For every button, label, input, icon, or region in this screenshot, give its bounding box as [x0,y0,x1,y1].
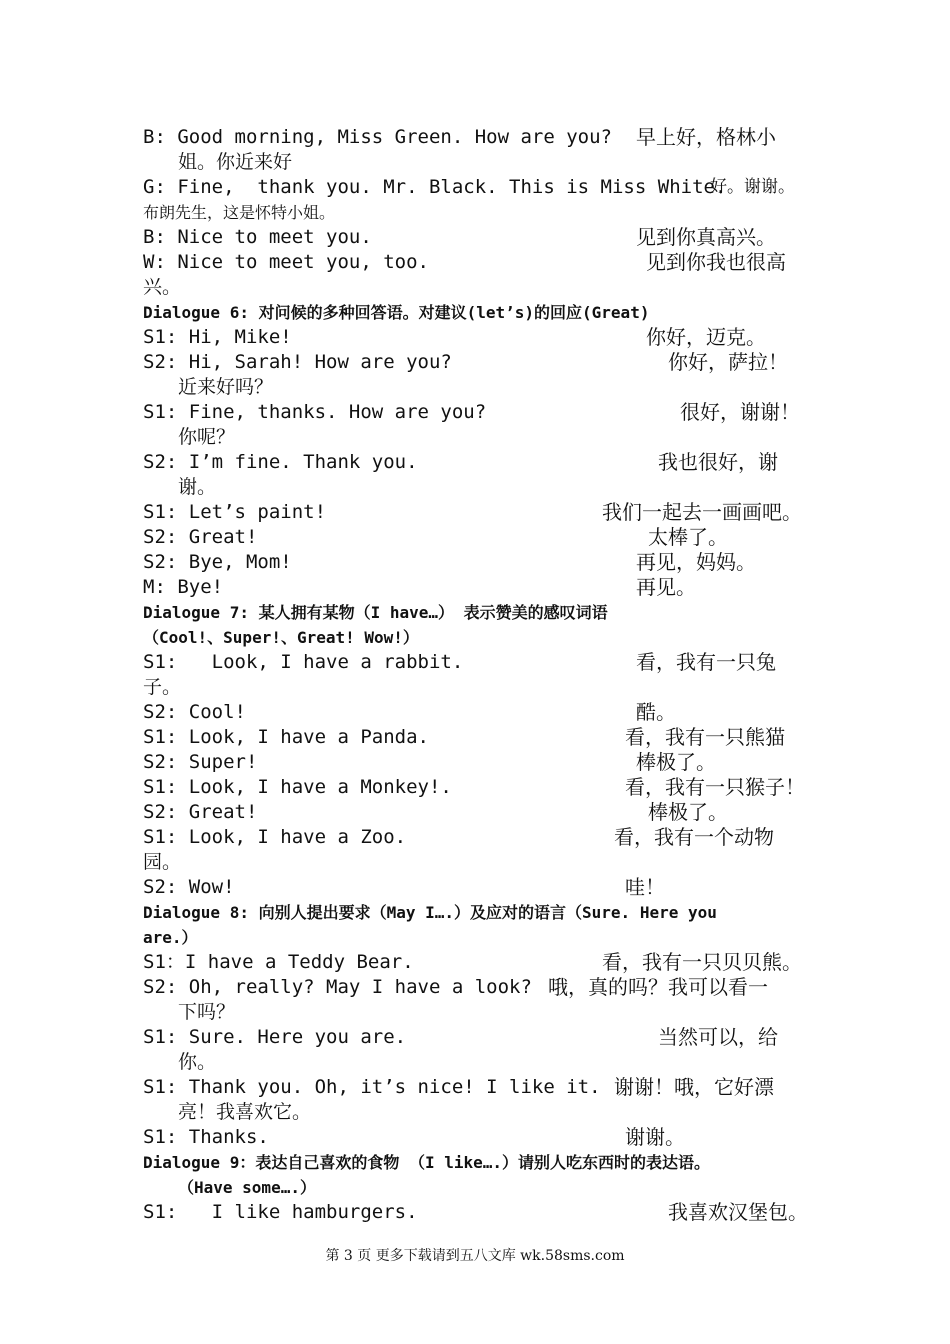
translation: 见到你我也很高 [646,250,786,274]
dialogue-line-continued: 近来好吗？ [178,376,274,398]
dialogue-line: M: Bye! [143,576,224,598]
dialogue-heading: Dialogue 6: 对问候的多种回答语。对建议(let’s)的回应(Great) [143,303,650,322]
dialogue-line: S1: Sure. Here you are. [143,1026,407,1048]
dialogue-line: B: Good morning, Miss Green. How are you? [143,126,612,148]
dialogue-line-continued: 亮！我喜欢它。 [178,1101,312,1123]
dialogue-line: S1: Hi, Mike! [143,326,292,348]
dialogue-heading-continued: （Cool!、Super!、Great! Wow!） [143,628,419,647]
dialogue-line-continued: 子。 [143,676,182,698]
dialogue-line: S1：I have a Teddy Bear. [143,951,414,973]
translation: 好。谢谢。 [710,177,795,197]
dialogue-line: S2: Cool! [143,701,246,723]
translation: 谢谢。 [625,1125,685,1149]
translation: 我喜欢汉堡包。 [668,1200,808,1224]
dialogue-line-continued: 兴。 [143,276,182,298]
dialogue-line: S1: Look, I have a Monkey!. [143,776,452,798]
translation: 早上好，格林小 [636,125,776,149]
translation: 棒极了。 [648,800,728,824]
dialogue-line: S2: Hi, Sarah! How are you? [143,351,452,373]
dialogue-heading: Dialogue 7: 某人拥有某物（I have…） 表示赞美的感叹词语 [143,603,608,622]
translation: 你好，萨拉！ [668,350,788,374]
dialogue-line: S1: Look, I have a Zoo. [143,826,407,848]
dialogue-line: S1: Let’s paint! [143,501,327,523]
dialogue-line-continued: 你。 [178,1051,217,1073]
translation: 看，我有一只贝贝熊。 [602,950,802,974]
dialogue-line-continued: 园。 [143,851,182,873]
translation: 太棒了。 [648,525,728,549]
translation: 我也很好，谢 [658,450,778,474]
translation: 你好，迈克。 [646,325,766,349]
dialogue-line: S1: Look, I have a Panda. [143,726,429,748]
dialogue-heading: Dialogue 9：表达自己喜欢的食物 （I like….）请别人吃东西时的表达语。 [143,1153,711,1172]
dialogue-line: S1: Thank you. Oh, it’s nice! I like it. [143,1076,601,1098]
dialogue-heading: Dialogue 8: 向别人提出要求（May I….）及应对的语言（Sure. Here you [143,903,717,922]
dialogue-line: W: Nice to meet you, too. [143,251,429,273]
translation: 谢谢！哦，它好漂 [614,1075,774,1099]
dialogue-line-continued: 你呢？ [178,426,236,448]
translation: 看，我有一只熊猫 [625,725,785,749]
dialogue-line: S1: Thanks. [143,1126,269,1148]
dialogue-line: S1: Look, I have a rabbit. [143,651,464,673]
dialogue-line: S2: Great! [143,526,258,548]
translation: 再见。 [636,575,696,599]
dialogue-line: S2: I’m fine. Thank you. [143,451,418,473]
dialogue-line-continued: 姐。你近来好 [178,151,293,173]
dialogue-line: S2: Super! [143,751,258,773]
translation: 酷。 [636,700,676,724]
dialogue-heading-continued: are.） [143,928,198,947]
translation: 我们一起去一画画吧。 [602,500,802,524]
dialogue-line-continued: 布朗先生，这是怀特小姐。 [143,203,336,222]
dialogue-line-continued: 谢。 [178,476,217,498]
translation: 见到你真高兴。 [636,225,776,249]
translation: 看，我有一只猴子！ [625,775,805,799]
translation: 很好，谢谢！ [680,400,800,424]
translation: 当然可以，给 [658,1025,778,1049]
translation: 看，我有一只兔 [636,650,776,674]
dialogue-line: S2: Great! [143,801,258,823]
dialogue-line: G: Fine, thank you. Mr. Black. This is Miss White. [143,176,727,198]
dialogue-line: S2: Bye, Mom! [143,551,292,573]
translation: 再见，妈妈。 [636,550,756,574]
translation: 棒极了。 [636,750,716,774]
dialogue-line: B: Nice to meet you. [143,226,372,248]
dialogue-line: S1: I like hamburgers. [143,1201,418,1223]
dialogue-heading-continued: （Have some….） [178,1178,316,1197]
translation: 看，我有一个动物 [614,825,774,849]
page-footer: 第 3 页 更多下载请到五八文库 wk.58sms.com [325,1248,625,1264]
dialogue-line-continued: 下吗？ [178,1001,236,1023]
dialogue-line: S2: Oh, really? May I have a look? [143,976,532,998]
dialogue-line: S1: Fine, thanks. How are you? [143,401,487,423]
dialogue-line: S2: Wow! [143,876,235,898]
translation: 哦，真的吗？我可以看一 [548,975,768,999]
translation: 哇！ [625,875,665,899]
